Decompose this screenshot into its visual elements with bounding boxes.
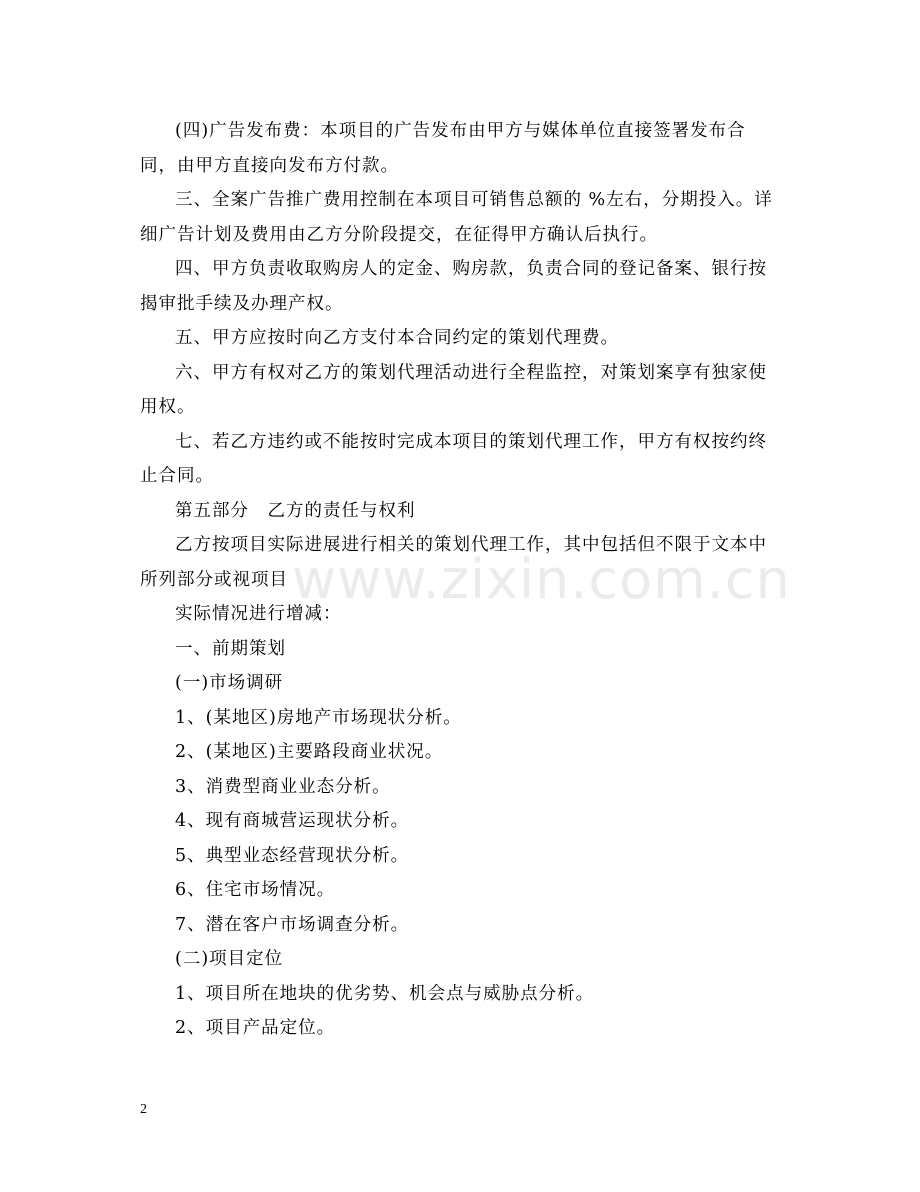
paragraph: 五、甲方应按时向乙方支付本合同约定的策划代理费。 bbox=[175, 328, 619, 348]
paragraph: 实际情况进行增减： bbox=[175, 604, 342, 624]
paragraph: 乙方按项目实际进展进行相关的策划代理工作，其中包括但不限于文本中所列部分或视项目 bbox=[140, 535, 767, 590]
page-number: 2 bbox=[140, 1102, 147, 1117]
section-heading: 第五部分 乙方的责任与权利 bbox=[175, 500, 416, 521]
list-subheading: (一)市场调研 bbox=[175, 673, 284, 693]
document-body bbox=[140, 114, 780, 1046]
list-item: 4、现有商城营运现状分析。 bbox=[175, 811, 410, 831]
paragraph: 七、若乙方违约或不能按时完成本项目的策划代理工作，甲方有权按约终止合同。 bbox=[140, 431, 767, 486]
paragraph: (四)广告发布费：本项目的广告发布由甲方与媒体单位直接签署发布合同，由甲方直接向发布方付款。 bbox=[140, 121, 746, 176]
list-item: 7、潜在客户市场调查分析。 bbox=[175, 914, 410, 935]
list-item: 5、典型业态经营现状分析。 bbox=[175, 845, 410, 866]
paragraph: 三、全案广告推广费用控制在本项目可销售总额的 %左右，分期投入。详细广告计划及费用由乙方分阶段提交，在征得甲方确认后执行。 bbox=[140, 190, 773, 245]
list-subheading: (二)项目定位 bbox=[175, 949, 284, 969]
list-item: 2、项目产品定位。 bbox=[175, 1018, 336, 1038]
list-item: 3、消费型商业业态分析。 bbox=[175, 776, 391, 797]
list-item: 2、(某地区)主要路段商业状况。 bbox=[175, 742, 444, 762]
list-item: 6、住宅市场情况。 bbox=[175, 880, 336, 900]
list-heading: 一、前期策划 bbox=[175, 638, 286, 659]
list-item: 1、(某地区)房地产市场现状分析。 bbox=[175, 707, 462, 728]
list-item: 1、项目所在地块的优劣势、机会点与威胁点分析。 bbox=[175, 983, 595, 1004]
paragraph: 四、甲方负责收取购房人的定金、购房款，负责合同的登记备案、银行按揭审批手续及办理产权。 bbox=[140, 259, 767, 314]
paragraph: 六、甲方有权对乙方的策划代理活动进行全程监控，对策划案享有独家使用权。 bbox=[140, 362, 767, 417]
watermark: www.zixin.com.cn bbox=[292, 548, 791, 611]
